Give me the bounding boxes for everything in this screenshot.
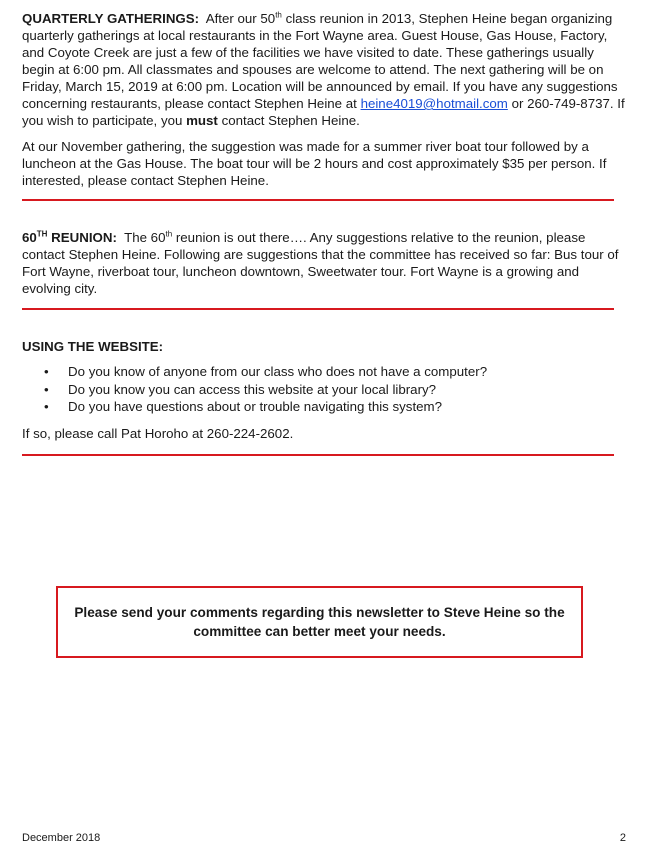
quarterly-must: must [186, 113, 218, 128]
list-item: • Do you know of anyone from our class who does not have a computer? [44, 364, 488, 379]
website-closing: If so, please call Pat Horoho at 260-224-2602. [22, 425, 294, 441]
page-number: 2 [619, 832, 626, 844]
footer-date: December 2018 [22, 832, 101, 844]
quarterly-text-d: contact Stephen Heine. [221, 113, 360, 128]
section-divider [22, 199, 614, 201]
quarterly-text-a: After our 50 [205, 11, 276, 26]
page-footer [22, 832, 626, 844]
quarterly-paragraph-1 [22, 10, 627, 129]
quarterly-sup: th [275, 10, 282, 20]
reunion-text-b: reunion is out there…. Any suggestions relative to the reunion, please contact Stephen Heine. Following are suggestions that the committee has received so far: Bus tour of Fort Wayne, riverboat tour, luncheon downtown, Sweetwater tour. Fort Wayne is a growing and evolving city. [22, 230, 619, 296]
reunion-heading: 60TH REUNION: [22, 229, 117, 245]
comments-callout-box [56, 586, 583, 658]
reunion-text-a: The 60 [124, 230, 166, 245]
quarterly-text-b: class reunion in 2013, Stephen Heine began organizing quarterly gatherings at local restaurants in the Fort Wayne area. Guest House, Gas House, Factory, and Coyote Creek are just a few of the facilities we have visited to date. These gatherings usually begin at 6:00 pm. All classmates and spouses are welcome to attend. The next gathering will be on Friday, March 15, 2019 at 6:00 pm. Location will be announced by email. If you have any suggestions concerning restaurants, please contact Stephen Heine at [22, 11, 618, 111]
section-divider [22, 308, 614, 310]
section-divider [22, 454, 614, 456]
reunion-sup: th [165, 229, 173, 239]
quarterly-gatherings-section [22, 10, 627, 189]
website-heading: USING THE WEBSITE: [22, 339, 164, 354]
website-question-list [22, 363, 627, 416]
list-item: • Do you have questions about or trouble navigating this system? [44, 399, 443, 414]
list-item: • Do you know you can access this website at your local library? [44, 381, 437, 397]
reunion-paragraph [22, 229, 627, 297]
quarterly-heading: QUARTERLY GATHERINGS: [22, 11, 200, 26]
callout-text: Please send your comments regarding this newsletter to Steve Heine so the committee can better meet your needs. [74, 605, 565, 639]
website-section [22, 338, 627, 442]
quarterly-paragraph-2: At our November gathering, the suggestion was made for a summer river boat tour followed by a luncheon at the Gas House. The boat tour will be 2 hours and cost approximately $35 per person. If interested, please contact Stephen Heine. [22, 139, 607, 188]
reunion-section [22, 229, 627, 297]
quarterly-text-c: or 260-749-8737. If you wish to participate, you [22, 96, 625, 128]
newsletter-page [22, 10, 627, 456]
email-link[interactable]: heine4019@hotmail.com [360, 96, 508, 111]
